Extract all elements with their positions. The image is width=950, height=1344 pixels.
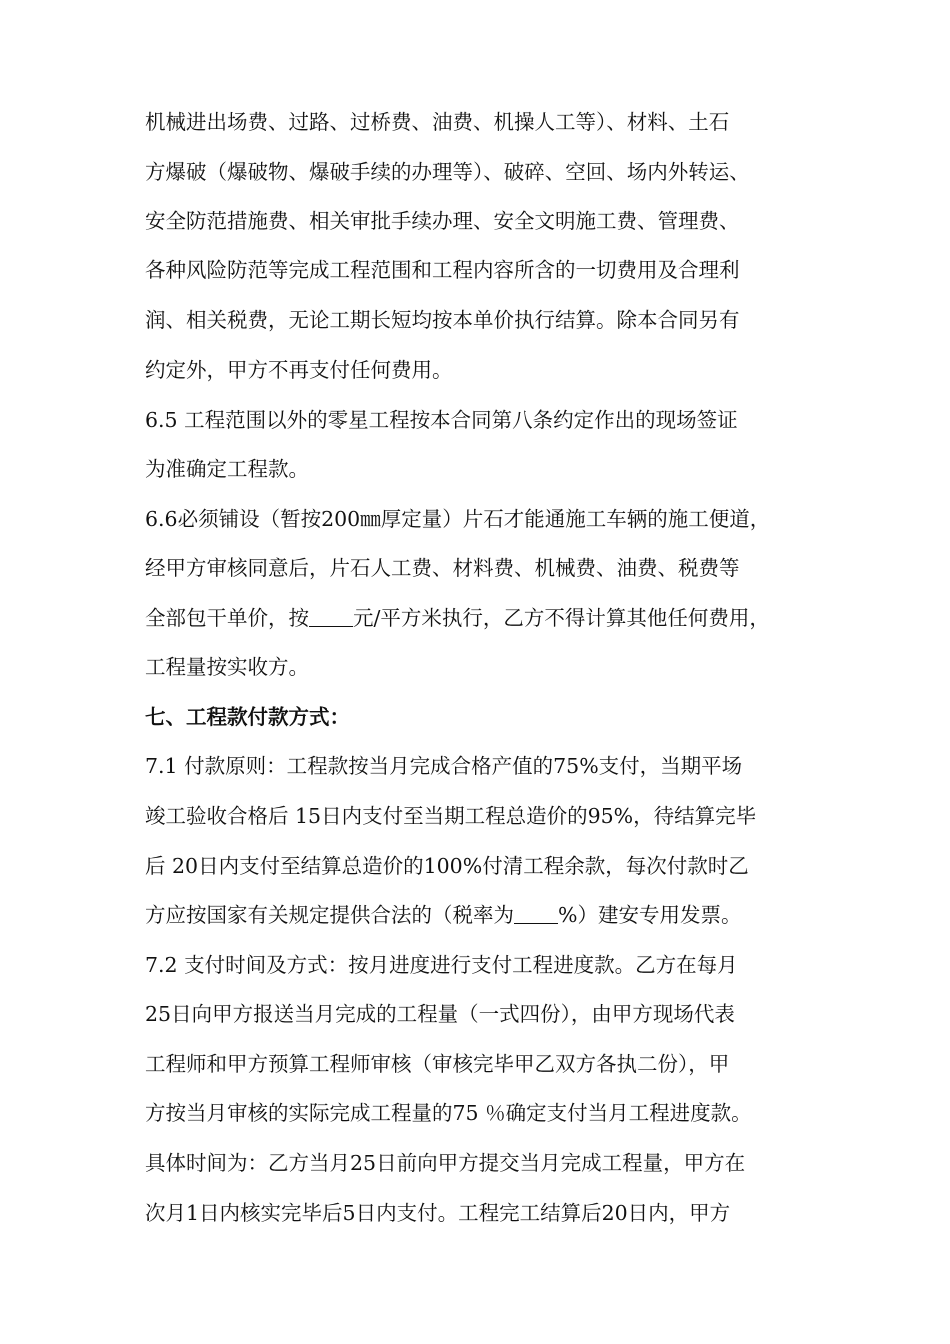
text-line: 具体时间为：乙方当月25日前向甲方提交当月完成工程量，甲方在 [145, 1151, 746, 1175]
text-segment: 全部包干单价，按 [145, 606, 309, 630]
text-segment: 元/平方米执行，乙方不得计算其他任何费用， [353, 606, 770, 630]
text-line: 工程师和甲方预算工程师审核（审核完毕甲乙双方各执二份），甲 [145, 1052, 730, 1076]
text-line: 竣工验收合格后 15日内支付至当期工程总造价的95%，待结算完毕 [145, 804, 757, 828]
text-line: 机械进出场费、过路、过桥费、油费、机操人工等）、材料、土石 [145, 110, 730, 134]
text-line: 方爆破（爆破物、爆破手续的办理等）、破碎、空回、场内外转运、 [145, 160, 750, 184]
fill-in-blank [514, 901, 558, 924]
text-line: 25日向甲方报送当月完成的工程量（一式四份），由甲方现场代表 [145, 1002, 735, 1026]
clause-6-5: 6.5 工程范围以外的零星工程按本合同第八条约定作出的现场签证 [145, 408, 738, 432]
section-heading: 七、工程款付款方式： [145, 705, 350, 729]
clause-6-6: 6.6必须铺设（暂按200㎜厚定量）片石才能通施工车辆的施工便道， [145, 507, 771, 531]
text-line-with-blank [145, 895, 835, 935]
text-line-with-blank [145, 598, 835, 638]
text-line: 经甲方审核同意后，片石人工费、材料费、机械费、油费、税费等 [145, 556, 740, 580]
text-segment: %）建安专用发票。 [558, 903, 742, 927]
text-line: 各种风险防范等完成工程范围和工程内容所含的一切费用及合理利 [145, 258, 740, 282]
text-line: 次月1日内核实完毕后5日内支付。工程完工结算后20日内，甲方 [145, 1201, 731, 1225]
text-line: 润、相关税费，无论工期长短均按本单价执行结算。除本合同另有 [145, 308, 740, 332]
clause-7-1: 7.1 付款原则：工程款按当月完成合格产值的75%支付，当期平场 [145, 754, 743, 778]
text-line: 为准确定工程款。 [145, 457, 309, 481]
text-line: 工程量按实收方。 [145, 655, 309, 679]
fill-in-blank [309, 604, 353, 627]
text-line: 方按当月审核的实际完成工程量的75 ％确定支付当月工程进度款。 [145, 1101, 752, 1125]
text-line: 约定外，甲方不再支付任何费用。 [145, 358, 453, 382]
text-segment: 方应按国家有关规定提供合法的（税率为 [145, 903, 514, 927]
text-line: 安全防范措施费、相关审批手续办理、安全文明施工费、管理费、 [145, 209, 740, 233]
clause-7-2: 7.2 支付时间及方式：按月进度进行支付工程进度款。乙方在每月 [145, 953, 738, 977]
text-line: 后 20日内支付至结算总造价的100%付清工程余款，每次付款时乙 [145, 854, 749, 878]
